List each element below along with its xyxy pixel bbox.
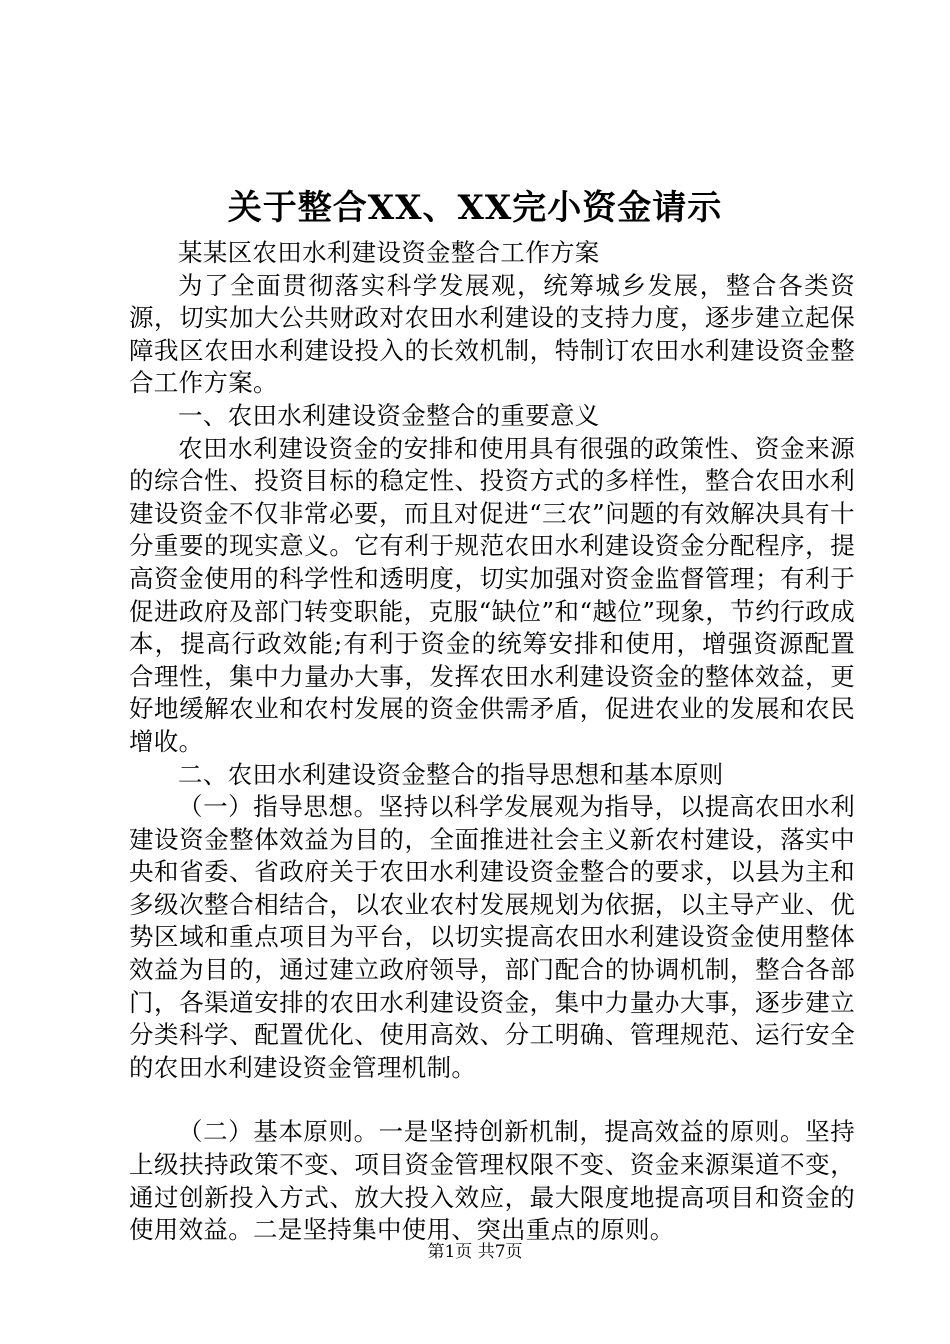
page-number-footer: 第1页 共7页 [427, 1242, 523, 1262]
paragraph-plan-heading: 某某区农田水利建设资金整合工作方案 [178, 238, 600, 267]
paragraph-spacer [129, 1084, 855, 1116]
section-heading-principles: 二、农田水利建设资金整合的指导思想和基本原则 [178, 759, 724, 789]
document-title: 关于整合XX、XX完小资金请示 [227, 188, 723, 228]
paragraph-basic-principles: （二）基本原则。一是坚持创新机制，提高效益的原则。坚持上级扶持政策不变、项目资金管理权限不变、资金来源渠道不变，通过创新投入方式、放大投入效应，最大限度地提高项目和资金的使用效益。二是坚持集中使用、突出重点的原则。 [129, 1117, 855, 1245]
section-heading-significance: 一、农田水利建设资金整合的重要意义 [178, 400, 600, 430]
document-body [129, 237, 855, 1247]
paragraph-significance: 农田水利建设资金的安排和使用具有很强的政策性、资金来源的综合性、投资目标的稳定性、投资方式的多样性，整合农田水利建设资金不仅非常必要，而且对促进“三农”问题的有效解决具有十分重要的现实意义。它有利于规范农田水利建设资金分配程序，提高资金使用的科学性和透明度，切实加强对资金监督管理；有利于促进政府及部门转变职能，克服“缺位”和“越位”现象，节约行政成本，提高行政效能;有利于资金的统筹安排和使用，增强资源配置合理性，集中力量办大事，发挥农田水利建设资金的整体效益，更好地缓解农业和农村发展的资金供需矛盾，促进农业的发展和农民增收。 [129, 433, 855, 756]
paragraph-guiding-ideology: （一）指导思想。坚持以科学发展观为指导，以提高农田水利建设资金整体效益为目的，全面推进社会主义新农村建设，落实中央和省委、省政府关于农田水利建设资金整合的要求，以县为主和多级次整合相结合，以农业农村发展规划为依据，以主导产业、优势区域和重点项目为平台，以切实提高农田水利建设资金使用整体效益为目的，通过建立政府领导，部门配合的协调机制，整合各部门，各渠道安排的农田水利建设资金，集中力量办大事，逐步建立分类科学、配置优化、使用高效、分工明确、管理规范、运行安全的农田水利建设资金管理机制。 [129, 792, 855, 1082]
paragraph-intro: 为了全面贯彻落实科学发展观，统筹城乡发展，整合各类资源，切实加大公共财政对农田水利建设的支持力度，逐步建立起保障我区农田水利建设投入的长效机制，特制订农田水利建设资金整合工作方案。 [129, 270, 855, 398]
